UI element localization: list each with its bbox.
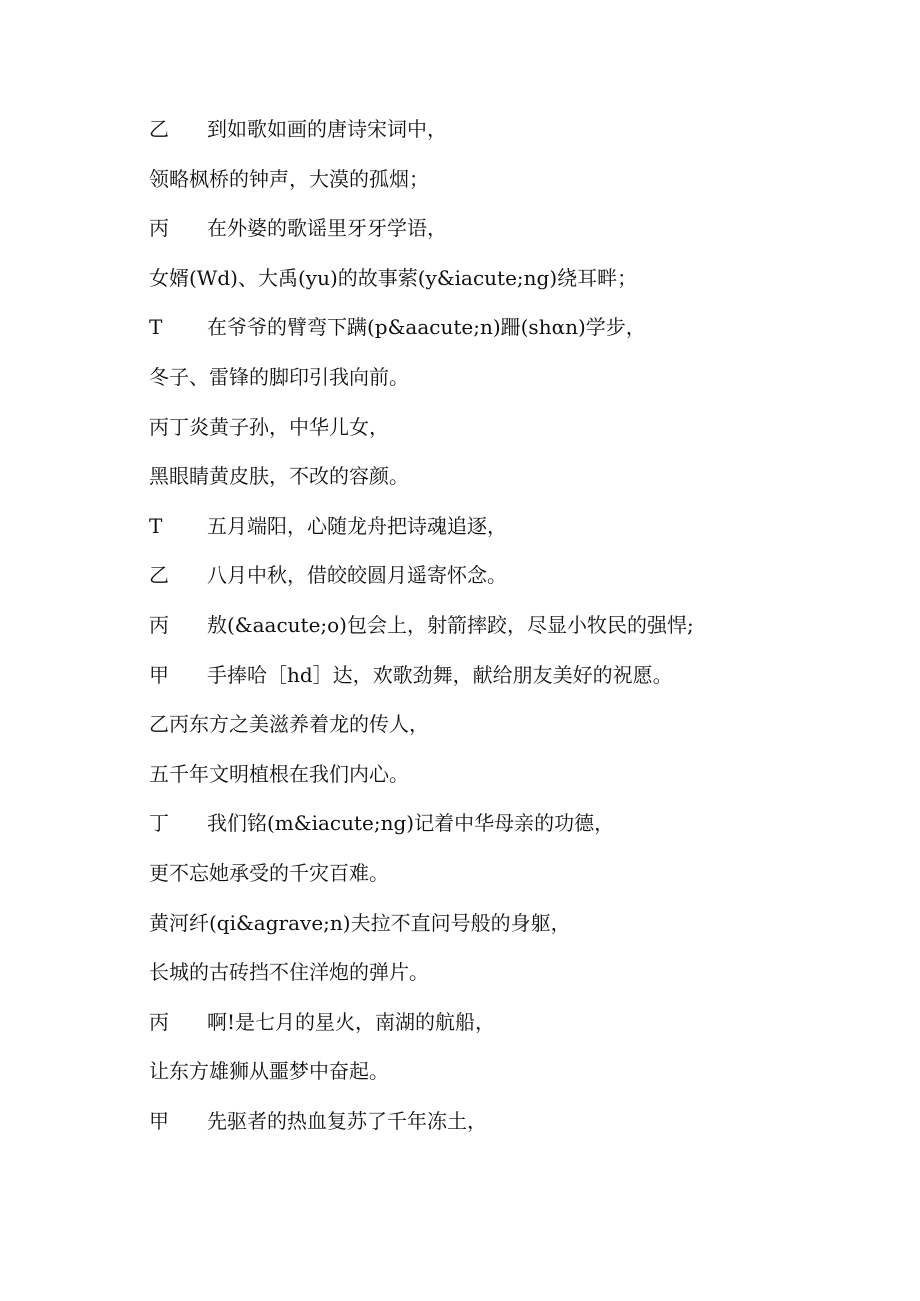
line-text: 女婿(Wd)、大禹(yu)的故事萦(y&iacute;ng)绕耳畔； [149, 265, 638, 290]
line-text: 黑眼睛黄皮肤，不改的容颜。 [149, 464, 409, 489]
script-line [149, 808, 889, 858]
script-line [149, 560, 889, 610]
script-line [149, 213, 889, 263]
line-text: 丙丁炎黄子孙，中华儿女， [149, 414, 389, 439]
script-lines [149, 114, 889, 1155]
line-text: 五千年文明植根在我们内心。 [149, 761, 409, 786]
speaker-label: 丙 [149, 216, 169, 241]
script-line [149, 858, 889, 908]
line-text: 到如歌如画的唐诗宋词中， [207, 117, 447, 141]
script-line [149, 610, 889, 660]
script-line [149, 1106, 889, 1156]
line-text: 先驱者的热血复苏了千年冻土， [207, 1108, 487, 1133]
line-text: 啊!是七月的星火，南湖的航船， [207, 1009, 496, 1034]
script-line [149, 263, 889, 313]
script-line [149, 957, 889, 1007]
speaker-label: 丙 [149, 612, 169, 637]
script-line [149, 461, 889, 511]
script-line [149, 709, 889, 759]
speaker-label: T [149, 315, 163, 340]
script-line [149, 1056, 889, 1106]
line-text: 长城的古砖挡不住洋炮的弹片。 [149, 960, 429, 985]
speaker-label: 丁 [149, 811, 169, 836]
line-text: 黄河纤(qi&agrave;n)夫拉不直问号般的身躯， [149, 910, 571, 935]
script-line [149, 759, 889, 809]
line-text: 八月中秋，借皎皎圆月遥寄怀念。 [207, 563, 507, 588]
script-line [149, 412, 889, 462]
line-text: 更不忘她承受的千灾百难。 [149, 860, 389, 885]
line-text: 手捧哈［hd］达，欢歌劲舞，献给朋友美好的祝愿。 [207, 662, 673, 687]
script-line [149, 164, 889, 214]
script-line [149, 908, 889, 958]
line-text: 领略枫桥的钟声，大漠的孤烟； [149, 166, 429, 191]
line-text: 五月端阳，心随龙舟把诗魂追逐， [207, 513, 507, 538]
line-text: 敖(&aacute;o)包会上，射箭摔跤，尽显小牧民的强悍; [207, 612, 694, 637]
line-text: 让东方雄狮从噩梦中奋起。 [149, 1059, 389, 1084]
speaker-label: T [149, 513, 163, 538]
speaker-label: 甲 [149, 662, 169, 687]
line-text: 在爷爷的臂弯下蹒(p&aacute;n)跚(shαn)学步， [207, 315, 646, 340]
speaker-label: 乙 [149, 563, 169, 588]
script-line [149, 1007, 889, 1057]
speaker-label: 甲 [149, 1108, 169, 1133]
line-text: 在外婆的歌谣里牙牙学语， [207, 216, 447, 241]
script-line [149, 362, 889, 412]
script-line [149, 312, 889, 362]
speaker-label: 乙 [149, 117, 169, 141]
speaker-label: 丙 [149, 1009, 169, 1034]
script-line [149, 660, 889, 710]
line-text: 乙丙东方之美滋养着龙的传人， [149, 712, 429, 737]
line-text: 我们铭(m&iacute;ng)记着中华母亲的功德， [207, 811, 615, 836]
line-text: 冬子、雷锋的脚印引我向前。 [149, 364, 409, 389]
script-line [149, 114, 889, 164]
script-line [149, 511, 889, 561]
